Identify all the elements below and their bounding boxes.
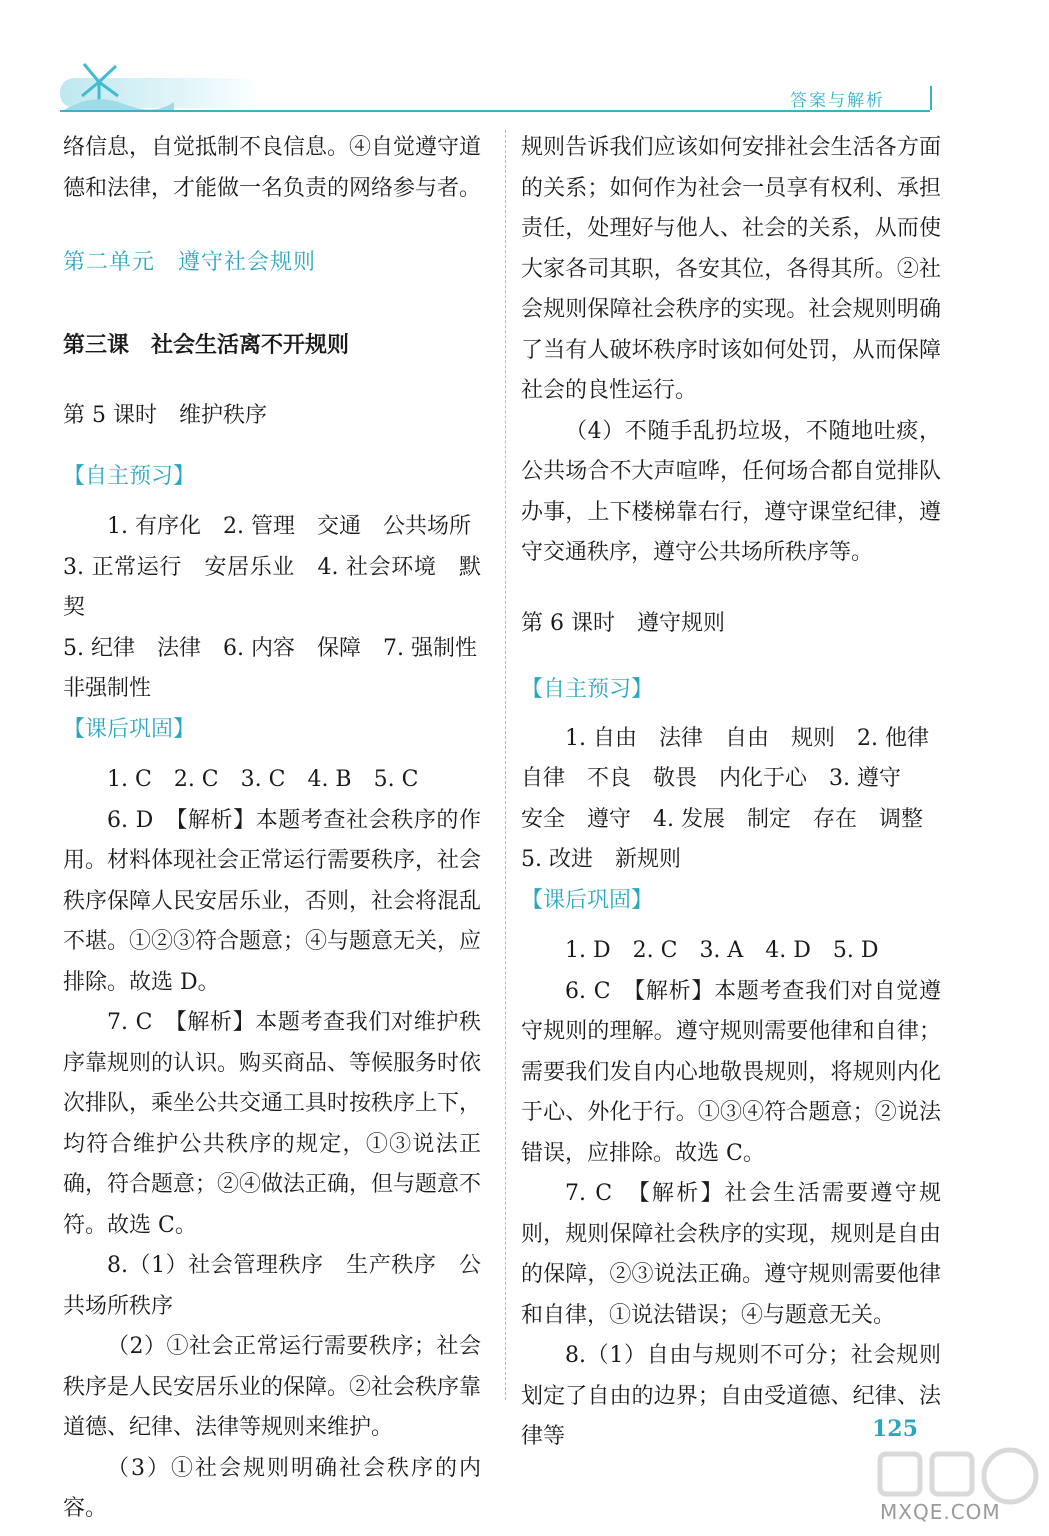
watermark-text: MXQE.COM xyxy=(880,1500,1001,1524)
preview-line: 1. 自由 法律 自由 规则 2. 他律 xyxy=(565,725,929,751)
answer-line: 1. D 2. C 3. A 4. D 5. D xyxy=(565,938,879,963)
windmill-logo-icon xyxy=(64,52,174,112)
left-column xyxy=(63,128,481,1530)
page-header xyxy=(0,0,1049,120)
preview-line: 自律 不良 敬畏 内化于心 3. 遵守 xyxy=(521,766,901,791)
period-title: 第 6 课时 遵守规则 xyxy=(521,610,725,636)
unit-title: 第二单元 遵守社会规则 xyxy=(63,250,317,275)
question-8-part-4: （4）不随手乱扔垃圾，不随地吐痰，公共场合不大声喧哗，任何场合都自觉排队办事，上下楼梯靠右行，遵守课堂纪律，遵守交通秩序，遵守公共场所秩序等。 xyxy=(521,418,941,565)
header-title: 答案与解析 xyxy=(790,91,885,111)
preview-line: 安全 遵守 4. 发展 制定 存在 调整 xyxy=(521,806,923,832)
question-8-part-1: 8.（1）社会管理秩序 生产秩序 公共场所秩序 xyxy=(63,1253,481,1319)
column-divider xyxy=(505,130,506,1400)
question-7-analysis: 7. C 【解析】本题考查我们对维护秩序靠规则的认识。购买商品、等候服务时依次排队，乘坐公共交通工具时按秩序上下，均符合维护公共秩序的规定，①③说法正确，符合题意；②④做法正确，但与题意不符。故选 C。 xyxy=(63,1010,482,1238)
period-title: 第 5 课时 维护秩序 xyxy=(63,403,267,428)
question-8-part-1: 8.（1）自由与规则不可分；社会规则划定了自由的边界；自由受道德、纪律、法律等 xyxy=(521,1343,941,1449)
page-number: 125 xyxy=(872,1416,918,1442)
preview-line: 5. 纪律 法律 6. 内容 保障 7. 强制性 xyxy=(63,635,477,661)
preview-line: 非强制性 xyxy=(63,676,152,701)
lesson-title: 第三课 社会生活离不开规则 xyxy=(63,332,350,358)
section-tag-preview: 【自主预习】 xyxy=(521,677,654,702)
preview-line: 1. 有序化 2. 管理 交通 公共场所 xyxy=(107,514,471,539)
answer-line: 1. C 2. C 3. C 4. B 5. C xyxy=(107,767,419,792)
question-7-analysis: 7. C 【解析】社会生活需要遵守规则，规则保障社会秩序的实现，规则是自由的保障，②③说法正确。遵守规则需要他律和自律，①说法错误；④与题意无关。 xyxy=(521,1181,941,1328)
right-column xyxy=(521,128,941,1458)
question-6-analysis: 6. C 【解析】本题考查我们对自觉遵守规则的理解。遵守规则需要他律和自律；需要我们发自内心地敬畏规则，将规则内化于心、外化于行。①③④符合题意；②说法错误，应排除。故选 C。 xyxy=(521,978,941,1166)
question-8-part-3: （3）①社会规则明确社会秩序的内容。 xyxy=(63,1455,481,1521)
continued-paragraph: 规则告诉我们应该如何安排社会生活各方面的关系；如何作为社会一员享有权利、承担责任，处理好与他人、社会的关系，从而使大家各司其职，各安其位，各得其所。②社会规则保障社会秩序的实现。社会规则明确了当有人破坏秩序时该如何处罚，从而保障社会的良性运行。 xyxy=(521,135,941,403)
section-tag-preview: 【自主预习】 xyxy=(63,463,196,489)
preview-line: 3. 正常运行 安居乐业 4. 社会环境 默契 xyxy=(63,554,481,620)
intro-paragraph: 络信息，自觉抵制不良信息。④自觉遵守道德和法律，才能做一名负责的网络参与者。 xyxy=(63,135,482,201)
section-tag-review: 【课后巩固】 xyxy=(521,887,654,913)
section-tag-review: 【课后巩固】 xyxy=(63,716,196,742)
question-6-analysis: 6. D 【解析】本题考查社会秩序的作用。材料体现社会正常运行需要秩序，社会秩序保障人民安居乐业，否则，社会将混乱不堪。①②③符合题意；④与题意无关，应排除。故选 D。 xyxy=(63,807,482,995)
question-8-part-2: （2）①社会正常运行需要秩序；社会秩序是人民安居乐业的保障。②社会秩序靠道德、纪律、法律等规则来维护。 xyxy=(63,1334,482,1440)
preview-line: 5. 改进 新规则 xyxy=(521,847,681,872)
